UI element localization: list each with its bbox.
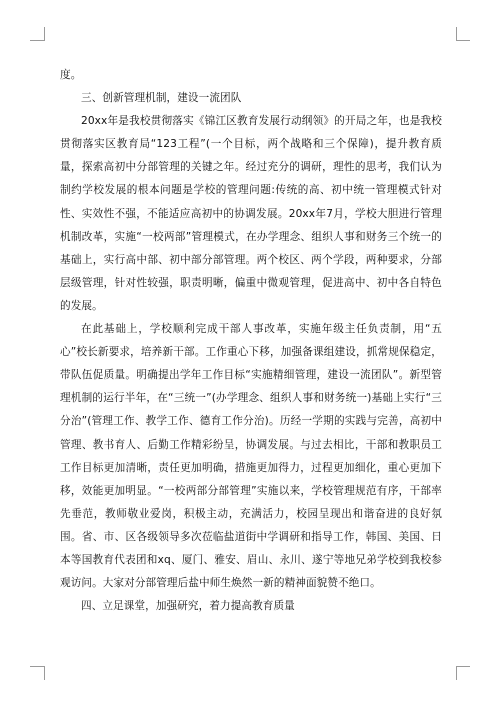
crop-mark-bottom-left-v <box>44 666 45 680</box>
crop-mark-bottom-left-h <box>30 666 44 667</box>
crop-mark-top-left-h <box>30 40 44 41</box>
paragraph-management-reform: 20xx年是我校贯彻落实《锦江区教育发展行动纲领》的开局之年，也是我校贯彻落实区教育局“123工程”(一个目标，两个战略和三个保障)，提升教育质量，探索高初中分部管理的关键之年。经过充分的调研，理性的思考，我们认为制约学校发展的根本问题是学校的管理问题:传统的高、初中统一管理模式针对性、实效性不强，不能适应高初中的协调发展。20xx年7月，学校大胆进行管理机制改革，实施“一校两部”管理模式，在办学理念、组织人事和财务三个统一的基础上，实行高中部、初中部分部管理。两个校区、两个学段，两种要求，分部层级管理，针对性较强，职责明晰，偏重中微观管理，促进高中、初中各自特色的发展。 <box>60 115 442 312</box>
paragraph-continuation: 度。 <box>60 69 82 81</box>
crop-mark-top-right-v <box>456 27 457 41</box>
paragraph-personnel-reform: 在此基础上，学校顺利完成干部人事改革，实施年级主任负责制，用“五心”校长新要求，培养新干部。工作重心下移，加强备课组建设，抓常规保稳定，带队伍促质量。明确提出学年工作目标“实施精细管理，建设一流团队”。新型管理机制的运行半年，在“三统一”(办学理念、组织人事和财务统一)基础上实行“三分治”(管理工作、教学工作、德育工作分治)。历经一学期的实践与完善，高初中管理、教书育人、后勤工作精彩纷呈，协调发展。与过去相比，干部和教职员工工作目标更加清晰，责任更加明确，措施更加得力，过程更加细化，重心更加下移，效能更加明显。“一校两部分部管理”实施以来，学校管理规范有序，干部率先垂范，教师敬业爱岗，积极主动，充满活力，校园呈现出和谐奋进的良好氛围。省、市、区各级领导多次莅临盐道街中学调研和指导工作，韩国、美国、日本等国教育代表团和xq、厦门、雅安、眉山、永川、遂宁等地兄弟学校到我校参观访问。大家对分部管理后盐中师生焕然一新的精神面貌赞不绝口。 <box>60 323 442 590</box>
crop-mark-top-right-h <box>456 40 470 41</box>
document-body <box>60 64 442 618</box>
crop-mark-top-left-v <box>44 27 45 41</box>
section-heading-4: 四、立足课堂，加强研究，着力提高教育质量 <box>81 600 295 613</box>
crop-mark-bottom-right-h <box>456 666 470 667</box>
crop-mark-bottom-right-v <box>456 666 457 680</box>
section-heading-3: 三、创新管理机制，建设一流团队 <box>81 92 242 105</box>
